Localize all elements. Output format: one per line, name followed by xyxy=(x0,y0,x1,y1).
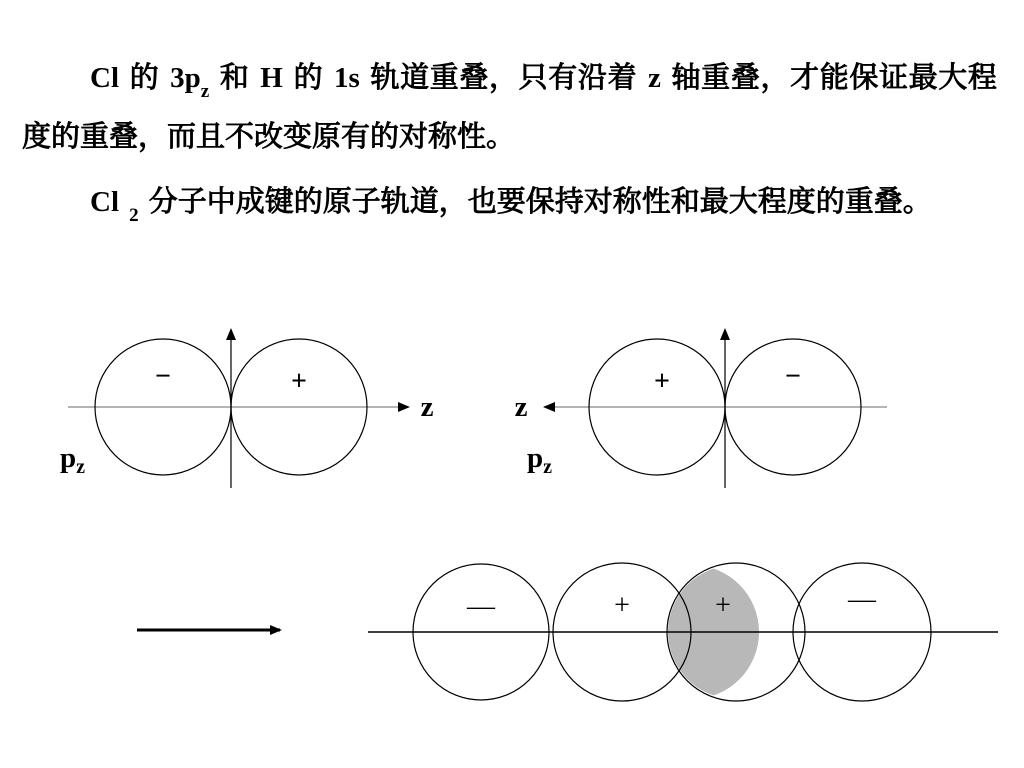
lobe-sign: — xyxy=(848,584,876,615)
text-segment: 的 xyxy=(129,60,160,94)
text-segment: 轨道重叠，只有沿着 xyxy=(370,60,638,94)
pz-label: $p_z$ xyxy=(527,442,553,478)
pz-label: $p_z$ xyxy=(60,442,86,478)
z-axis-label: z xyxy=(420,391,434,423)
lobe-sign: − xyxy=(785,361,801,392)
lobe-sign: − xyxy=(155,361,171,392)
molecule-subscript: 2 xyxy=(129,205,139,226)
text-segment: 和 xyxy=(219,60,250,94)
element-h: H xyxy=(260,62,283,94)
text-segment: 分子中成键的原子轨道，也要保持对称性和最大程度的重叠。 xyxy=(148,184,932,218)
orbital-3p-subscript: z xyxy=(200,81,210,102)
orbital-3p-text: 3p xyxy=(170,62,201,94)
lobe-sign: + xyxy=(654,366,670,397)
text-segment: 轴重叠，才能保证最大程度的重叠，而且不改变原有的对称性。 xyxy=(22,60,997,153)
lobe-sign: + xyxy=(614,590,630,621)
axis-z-text: z xyxy=(647,62,661,94)
molecule-cl: Cl xyxy=(90,186,119,218)
element-cl: Cl xyxy=(90,62,119,94)
lobe-sign: — xyxy=(467,591,495,622)
lobe-sign: + xyxy=(291,366,307,397)
orbital-1s: 1s xyxy=(333,62,360,94)
lobe-sign: + xyxy=(715,590,731,621)
z-axis-label: z xyxy=(514,391,528,423)
pz-diagram-right xyxy=(515,330,887,488)
overlap-diagram xyxy=(368,563,998,701)
pz-diagram-left xyxy=(60,330,434,488)
text-segment: 的 xyxy=(293,60,324,94)
